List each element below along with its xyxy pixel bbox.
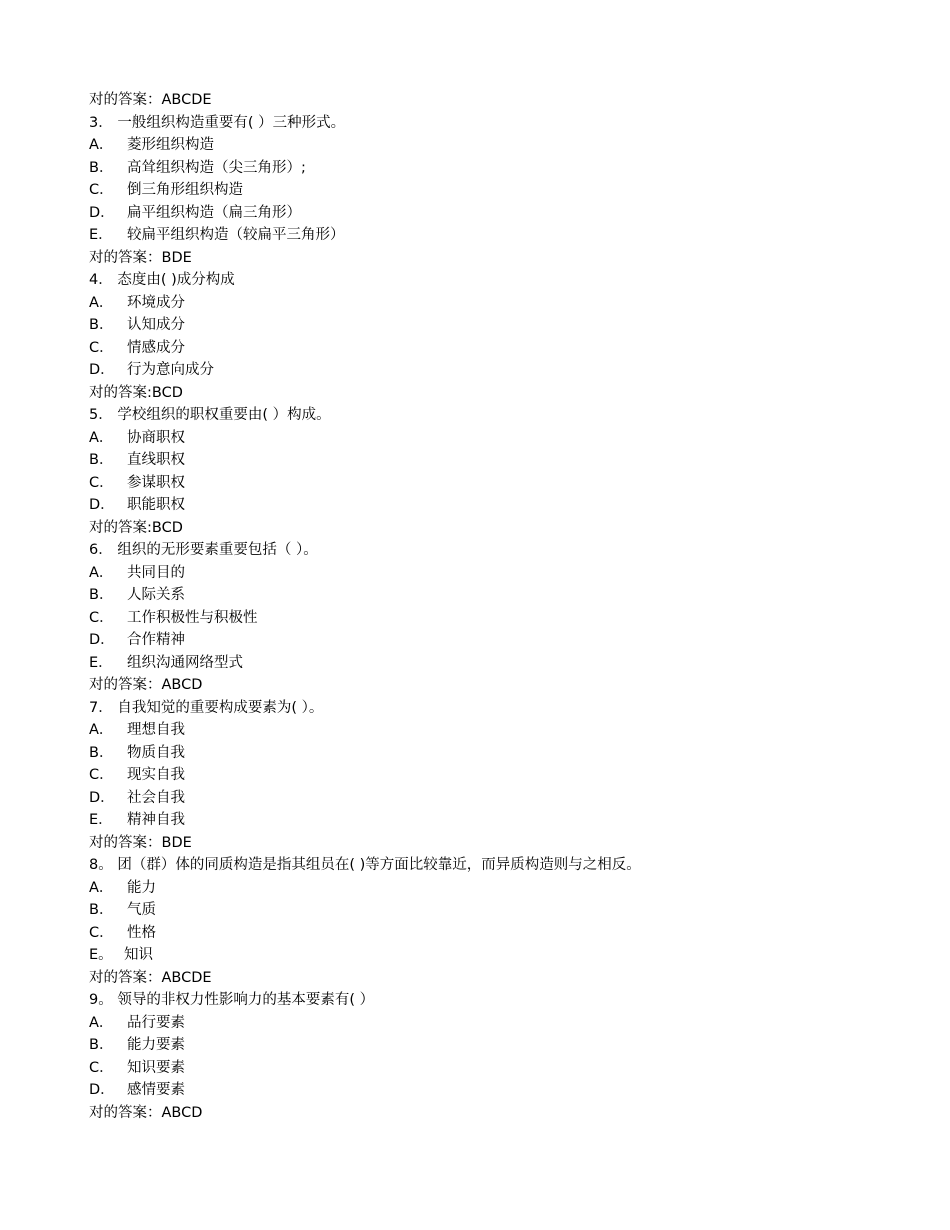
option-line: [89, 359, 929, 382]
option-line: [89, 899, 929, 922]
option-line: [89, 764, 929, 787]
option-text: 环境成分: [127, 294, 185, 311]
question-line: 7． 自我知觉的重要构成要素为( ）。: [89, 699, 324, 716]
option-text: 菱形组织构造: [127, 137, 214, 153]
option-line: [89, 179, 929, 202]
option-letter: A．: [89, 429, 114, 446]
option-line: [89, 134, 929, 157]
option-line: [89, 944, 929, 967]
option-letter: B．: [89, 587, 114, 603]
option-line: [89, 292, 929, 315]
option-letter: A．: [89, 722, 114, 738]
option-text: 能力要素: [127, 1037, 185, 1053]
option-letter: E．: [89, 812, 113, 828]
answer-line: 对的答案：ABCDE: [89, 92, 212, 108]
option-text: 共同目的: [127, 564, 185, 581]
option-line: [89, 607, 929, 630]
option-text: 协商职权: [127, 429, 185, 446]
option-text: 性格: [127, 924, 156, 941]
option-letter: C．: [89, 924, 114, 941]
option-letter: D．: [89, 362, 115, 378]
option-letter: C．: [89, 182, 114, 198]
option-text: 直线职权: [127, 452, 185, 468]
option-line: [89, 787, 929, 810]
answer-line: 对的答案：BDE: [89, 249, 192, 266]
option-text: 知识: [124, 947, 153, 963]
option-letter: D．: [89, 204, 115, 221]
option-line: [89, 314, 929, 337]
option-line: [89, 449, 929, 472]
option-letter: B．: [89, 744, 114, 761]
option-text: 合作精神: [127, 632, 185, 648]
option-text: 社会自我: [127, 789, 185, 806]
option-letter: D．: [89, 497, 115, 513]
option-letter: D．: [89, 632, 115, 648]
question-line: 9。 领导的非权力性影响力的基本要素有( ）: [89, 992, 375, 1008]
option-letter: B．: [89, 902, 114, 918]
answer-line: 对的答案:BCD: [89, 519, 183, 536]
option-text: 高耸组织构造（尖三角形）;: [127, 159, 306, 176]
option-line: [89, 494, 929, 517]
option-line: [89, 157, 929, 180]
option-line: [89, 224, 929, 247]
option-text: 组织沟通网络型式: [127, 654, 243, 671]
question-line: 5． 学校组织的职权重要由( ）构成。: [89, 407, 331, 423]
option-letter: C．: [89, 474, 114, 491]
option-text: 物质自我: [127, 744, 185, 761]
option-line: [89, 584, 929, 607]
option-line: [89, 1012, 929, 1035]
option-letter: E．: [89, 227, 113, 243]
option-text: 认知成分: [127, 317, 185, 333]
question-line: 3． 一般组织构造重要有( ）三种形式。: [89, 114, 346, 131]
answer-line: 对的答案：BDE: [89, 834, 192, 851]
question-line: 6． 组织的无形要素重要包括（ ）。: [89, 542, 318, 558]
option-line: [89, 1034, 929, 1057]
option-text: 现实自我: [127, 767, 185, 783]
option-text: 精神自我: [127, 812, 185, 828]
option-text: 品行要素: [127, 1014, 185, 1031]
option-line: [89, 877, 929, 900]
option-letter: D．: [89, 789, 115, 806]
option-letter: A．: [89, 879, 114, 896]
option-line: [89, 922, 929, 945]
option-letter: A．: [89, 564, 114, 581]
option-text: 倒三角形组织构造: [127, 182, 243, 198]
option-letter: A．: [89, 1014, 114, 1031]
option-letter: E。: [89, 947, 113, 963]
option-letter: C．: [89, 339, 114, 356]
option-text: 工作积极性与积极性: [127, 609, 258, 626]
option-line: [89, 472, 929, 495]
option-text: 气质: [127, 902, 156, 918]
option-line: [89, 1079, 929, 1102]
option-line: [89, 427, 929, 450]
question-line: 4． 态度由( )成分构成: [89, 272, 235, 288]
document-body: [89, 89, 929, 1124]
option-letter: A．: [89, 294, 114, 311]
option-text: 人际关系: [127, 587, 185, 603]
option-letter: C．: [89, 1059, 114, 1076]
option-letter: A．: [89, 137, 114, 153]
option-text: 理想自我: [127, 722, 185, 738]
option-letter: C．: [89, 767, 114, 783]
option-line: [89, 742, 929, 765]
answer-line: 对的答案：ABCD: [89, 677, 203, 693]
option-text: 职能职权: [127, 497, 185, 513]
answer-line: 对的答案：ABCD: [89, 1104, 203, 1121]
option-text: 行为意向成分: [127, 362, 214, 378]
question-line: 8。 团（群）体的同质构造是指其组员在( )等方面比较靠近，而异质构造则与之相反。: [89, 857, 641, 873]
option-line: [89, 719, 929, 742]
option-line: [89, 629, 929, 652]
option-text: 情感成分: [127, 339, 185, 356]
option-line: [89, 1057, 929, 1080]
option-letter: D．: [89, 1082, 115, 1098]
option-text: 较扁平组织构造（较扁平三角形）: [127, 227, 345, 243]
answer-line: 对的答案：ABCDE: [89, 969, 212, 986]
option-line: [89, 337, 929, 360]
option-text: 参谋职权: [127, 474, 185, 491]
option-text: 知识要素: [127, 1059, 185, 1076]
option-letter: B．: [89, 159, 114, 176]
option-text: 感情要素: [127, 1082, 185, 1098]
option-line: [89, 562, 929, 585]
option-line: [89, 202, 929, 225]
option-letter: B．: [89, 1037, 114, 1053]
option-letter: B．: [89, 452, 114, 468]
option-line: [89, 809, 929, 832]
option-letter: C．: [89, 609, 114, 626]
option-text: 能力: [127, 879, 156, 896]
option-line: [89, 652, 929, 675]
option-letter: B．: [89, 317, 114, 333]
option-text: 扁平组织构造（扁三角形）: [127, 204, 301, 221]
answer-line: 对的答案:BCD: [89, 384, 183, 401]
option-letter: E．: [89, 654, 113, 671]
